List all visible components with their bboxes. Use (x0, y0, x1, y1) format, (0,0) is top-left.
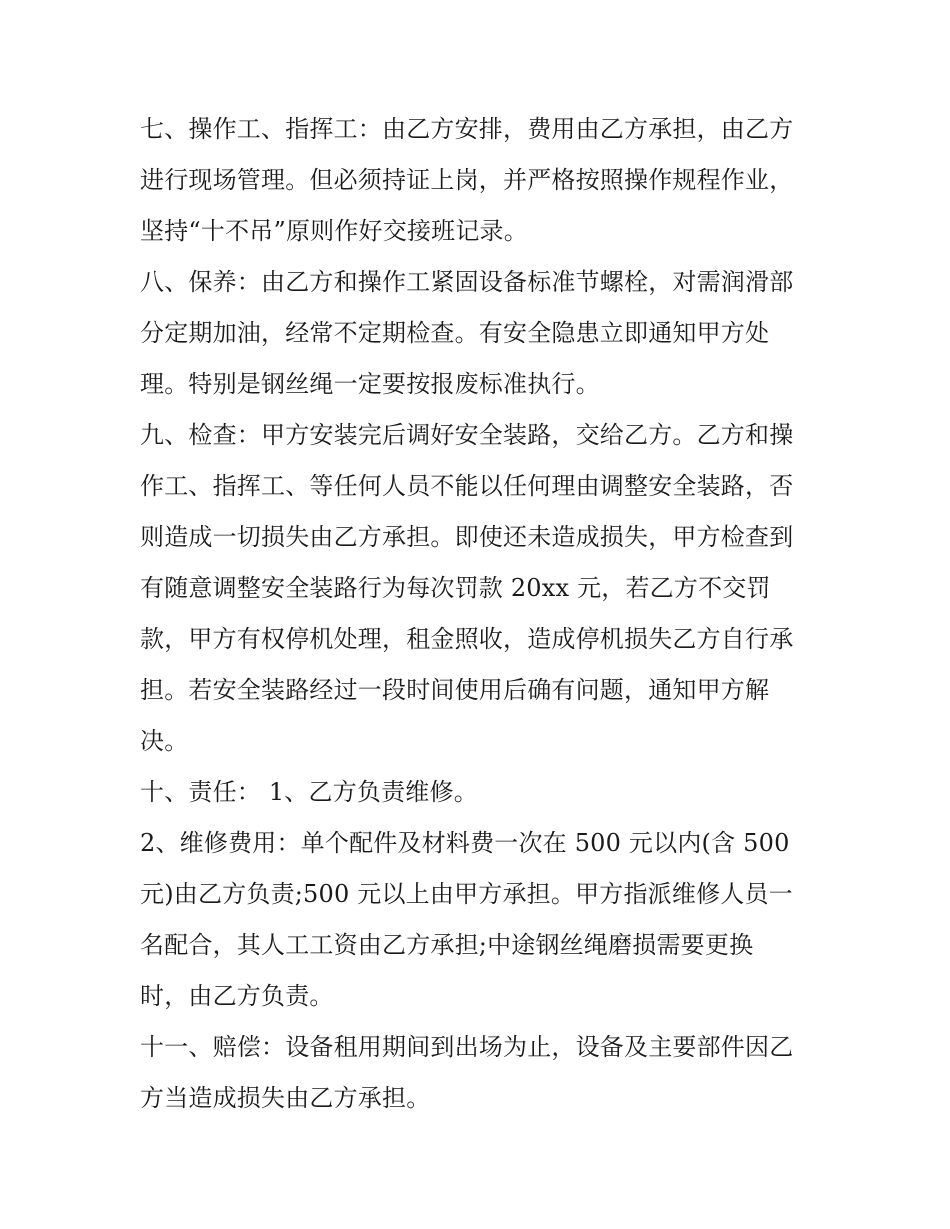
text-line: 十一、赔偿：设备租用期间到出场为止，设备及主要部件因乙 (140, 1033, 794, 1061)
text-line: 时，由乙方负责。 (140, 982, 334, 1010)
text-line: 元)由乙方负责;500 元以上由甲方承担。甲方指派维修人员一 (140, 880, 793, 908)
text-line: 七、操作工、指挥工：由乙方安排，费用由乙方承担，由乙方 (140, 115, 794, 143)
text-line: 担。若安全装路经过一段时间使用后确有问题，通知甲方解 (140, 676, 770, 704)
text-line: 坚持“十不吊”原则作好交接班记录。 (140, 217, 528, 245)
text-line: 八、保养：由乙方和操作工紧固设备标准节螺栓，对需润滑部 (140, 268, 794, 296)
text-line: 则造成一切损失由乙方承担。即使还未造成损失，甲方检查到 (140, 523, 794, 551)
text-line: 分定期加油，经常不定期检查。有安全隐患立即通知甲方处 (140, 319, 770, 347)
text-line: 有随意调整安全装路行为每次罚款 20xx 元，若乙方不交罚 (140, 574, 771, 602)
text-line: 理。特别是钢丝绳一定要按报废标准执行。 (140, 370, 600, 398)
text-line: 作工、指挥工、等任何人员不能以任何理由调整安全装路，否 (140, 472, 794, 500)
text-line: 款，甲方有权停机处理，租金照收，造成停机损失乙方自行承 (140, 625, 794, 653)
text-line: 名配合，其人工工资由乙方承担;中途钢丝绳磨损需要更换 (140, 931, 754, 959)
text-line: 进行现场管理。但必须持证上岗，并严格按照操作规程作业， (140, 166, 794, 194)
text-line: 九、检查：甲方安装完后调好安全装路，交给乙方。乙方和操 (140, 421, 794, 449)
text-line: 十、责任： 1、乙方负责维修。 (140, 778, 478, 806)
document-body (140, 104, 820, 1124)
text-line: 决。 (140, 727, 189, 755)
text-line: 方当造成损失由乙方承担。 (140, 1084, 431, 1112)
text-line: 2、维修费用：单个配件及材料费一次在 500 元以内(含 500 (140, 829, 790, 857)
